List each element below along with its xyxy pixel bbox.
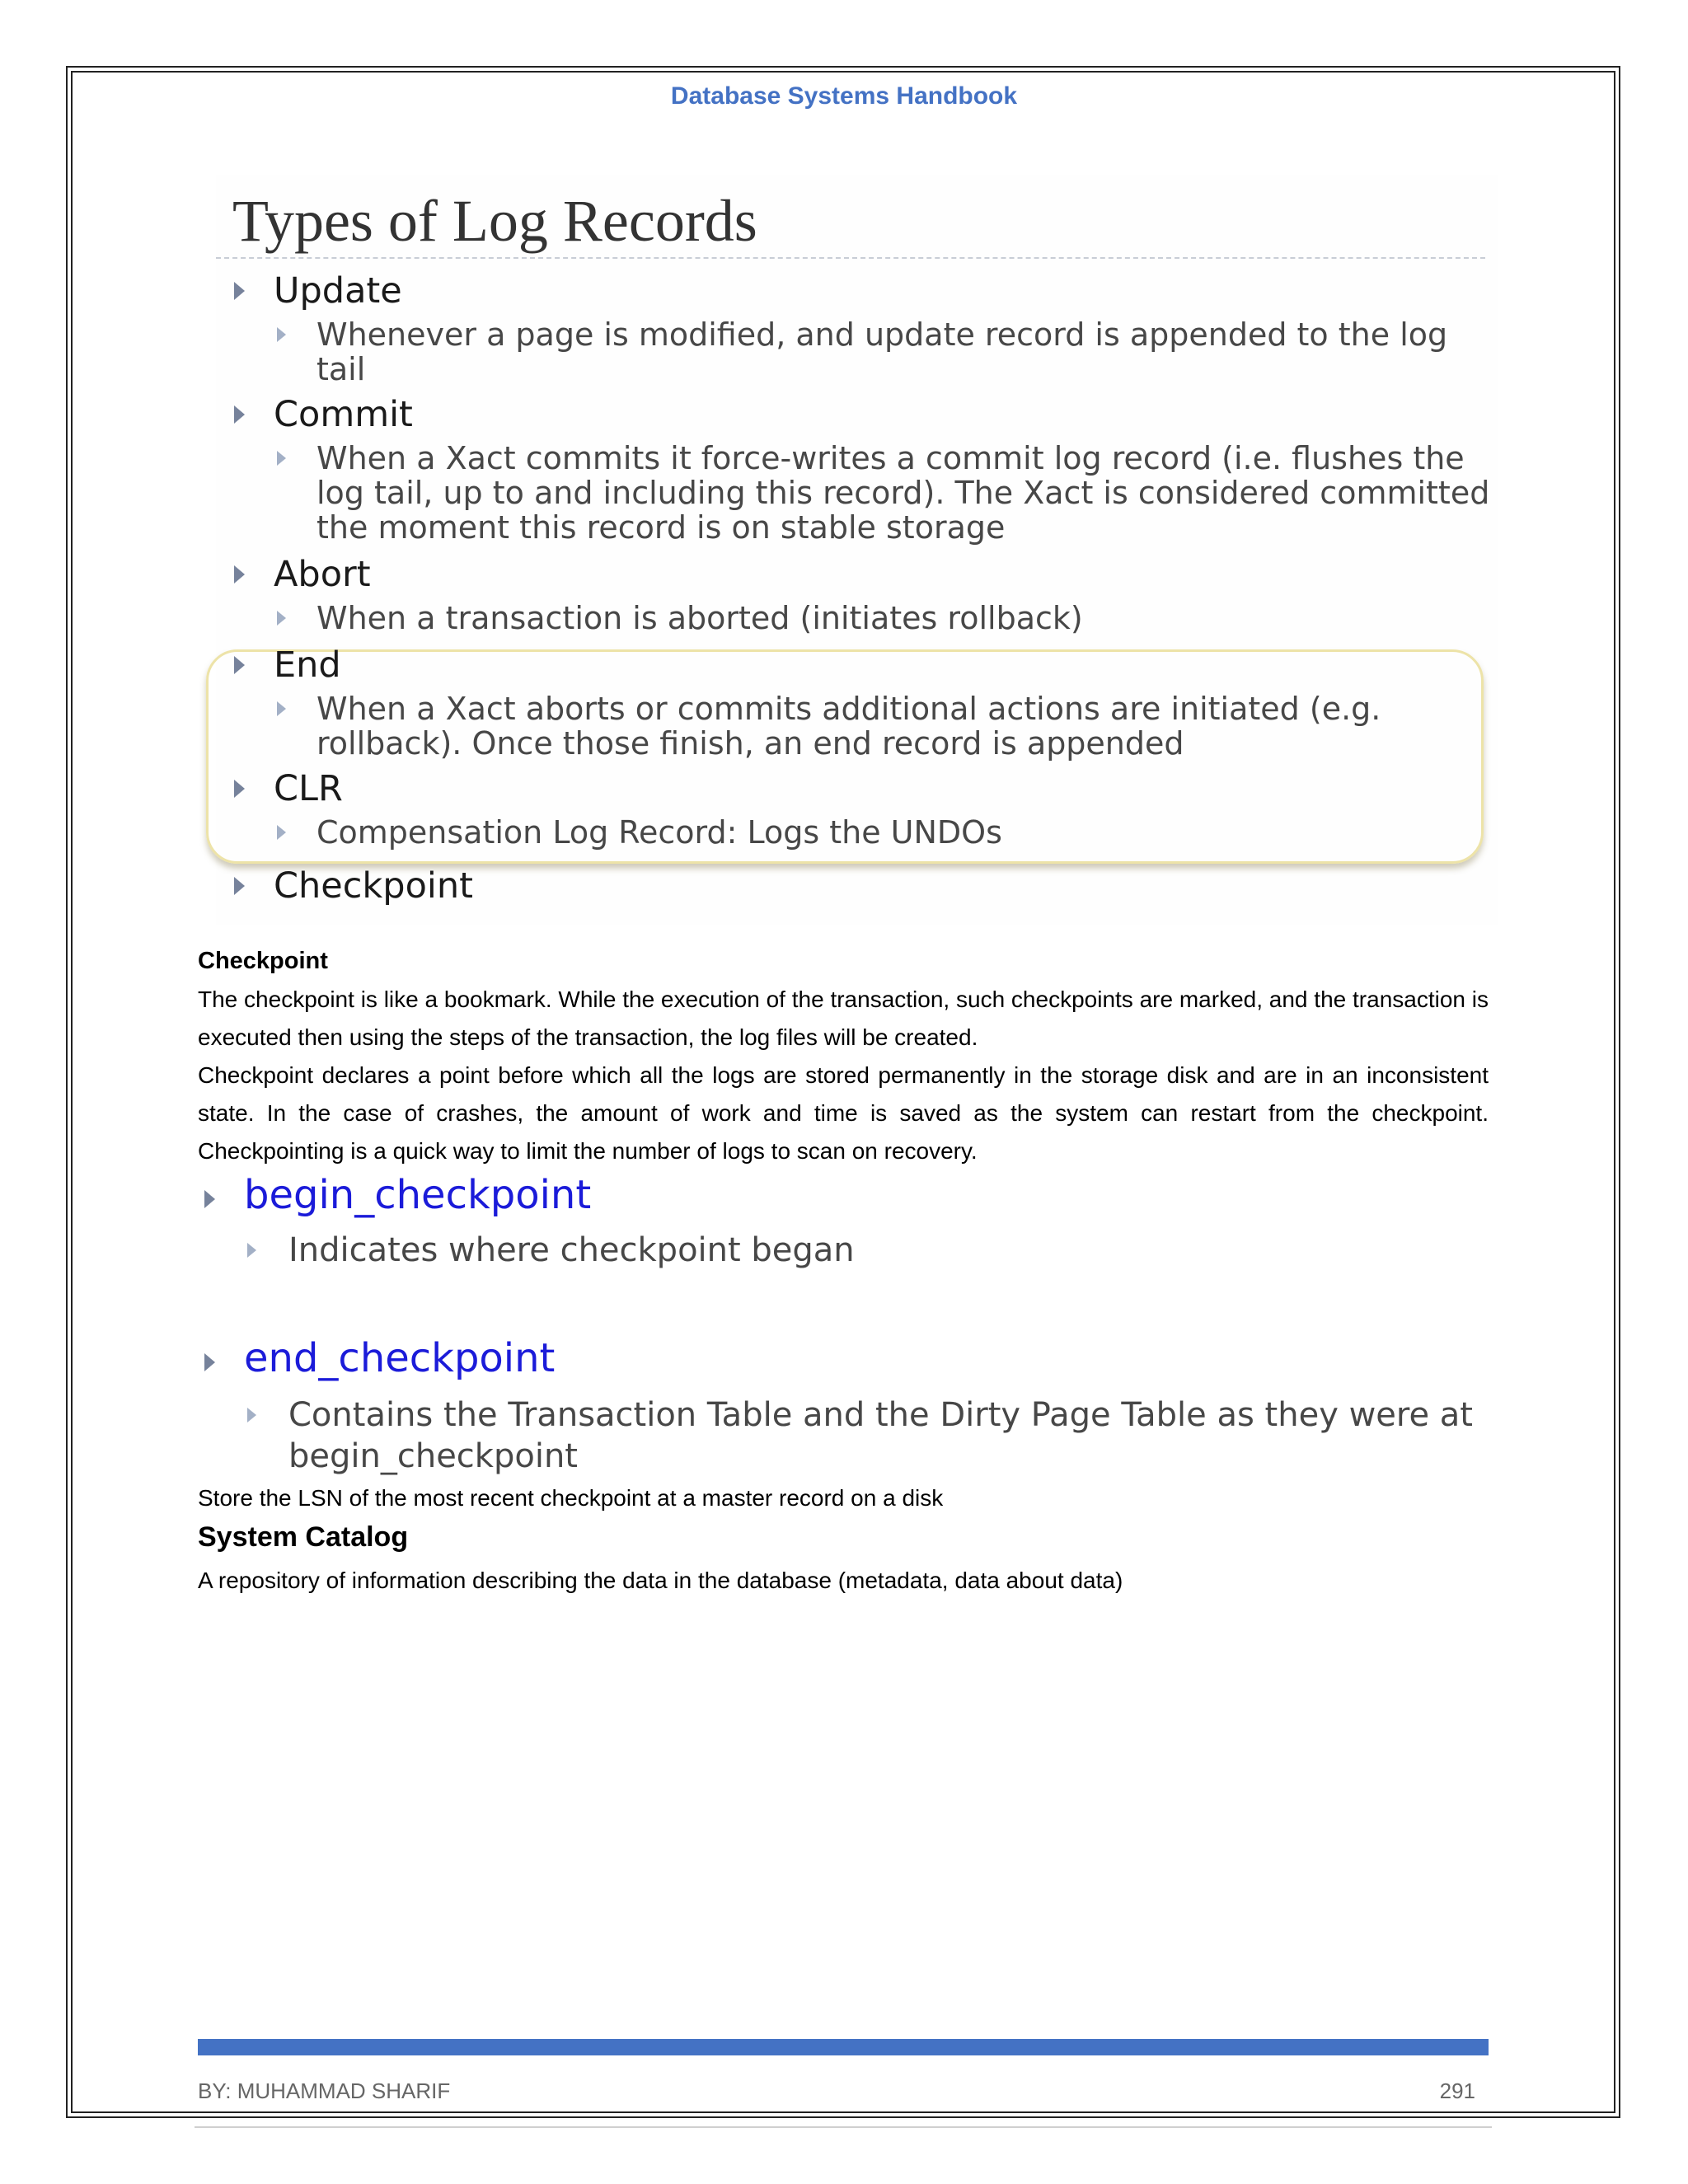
system-catalog-heading: System Catalog: [198, 1521, 409, 1553]
end-checkpoint-label: end_checkpoint: [244, 1335, 556, 1381]
end-checkpoint-detail: Contains the Transaction Table and the Dirty Page Table as they were at begin_checkpoint: [288, 1396, 1473, 1475]
checkpoint-paragraph-2: Checkpoint declares a point before which all the logs are stored permanently in the storage disk and are in an inconsistent state. In the case of crashes, the amount of work and time is saved as the system can restart from the checkpoint. Checkpointing is a quick way to limit the number of logs to scan on recovery.: [198, 1062, 1489, 1164]
sub-bullet-triangle-icon: [277, 701, 286, 716]
log-type-commit-detail: When a Xact commits it force-writes a commit log record (i.e. flushes the log tail, up to and including this record). The Xact is considered committed the moment this record is on stable storage: [316, 440, 1490, 546]
bullet-triangle-icon: [204, 1353, 215, 1371]
bullet-triangle-icon: [234, 877, 245, 895]
footer-bar: [198, 2039, 1489, 2055]
log-type-abort-detail: When a transaction is aborted (initiates rollback): [316, 600, 1083, 636]
sub-bullet-triangle-icon: [247, 1243, 256, 1258]
footer-page-number: 291: [1439, 2079, 1475, 2103]
slide-checkpoint-records: [191, 1164, 1498, 1480]
log-type-abort: Abort: [274, 554, 371, 595]
slide-title: Types of Log Records: [232, 188, 757, 254]
begin-checkpoint-label: begin_checkpoint: [244, 1172, 592, 1218]
sub-bullet-triangle-icon: [277, 327, 286, 342]
checkpoint-heading: Checkpoint: [198, 948, 328, 974]
bullet-triangle-icon: [234, 565, 245, 583]
log-type-clr-detail: Compensation Log Record: Logs the UNDOs: [316, 814, 1002, 851]
sub-bullet-triangle-icon: [277, 611, 286, 626]
bullet-triangle-icon: [234, 282, 245, 300]
bottom-rule: [195, 2126, 1492, 2128]
log-type-clr: CLR: [274, 768, 343, 809]
begin-checkpoint-detail: Indicates where checkpoint began: [288, 1231, 855, 1269]
log-type-update: Update: [274, 270, 402, 312]
sub-bullet-triangle-icon: [277, 825, 286, 840]
running-header: Database Systems Handbook: [670, 82, 1018, 110]
log-type-commit: Commit: [274, 394, 413, 435]
sub-bullet-triangle-icon: [277, 451, 286, 466]
footer-author: BY: MUHAMMAD SHARIF: [198, 2079, 451, 2103]
log-type-end-detail: When a Xact aborts or commits additional actions are initiated (e.g. rollback). Once those finish, an end record is appended: [316, 691, 1381, 762]
lsn-note: Store the LSN of the most recent checkpoint at a master record on a disk: [198, 1485, 944, 1511]
log-type-checkpoint: Checkpoint: [274, 865, 473, 907]
bullet-triangle-icon: [234, 780, 245, 798]
slide-log-record-types: [216, 175, 1498, 925]
sub-bullet-triangle-icon: [247, 1408, 256, 1422]
bullet-triangle-icon: [234, 656, 245, 674]
log-type-update-detail: Whenever a page is modified, and update record is appended to the log tail: [316, 316, 1448, 387]
log-type-end: End: [274, 644, 341, 686]
checkpoint-paragraph-1: The checkpoint is like a bookmark. While the execution of the transaction, such checkpoints are marked, and the transaction is executed then using the steps of the transaction, the log files will be created.: [198, 987, 1489, 1050]
bullet-triangle-icon: [204, 1190, 215, 1208]
system-catalog-text: A repository of information describing the data in the database (metadata, data about data): [198, 1568, 1123, 1593]
slide-title-divider: [216, 257, 1485, 259]
bullet-triangle-icon: [234, 405, 245, 424]
